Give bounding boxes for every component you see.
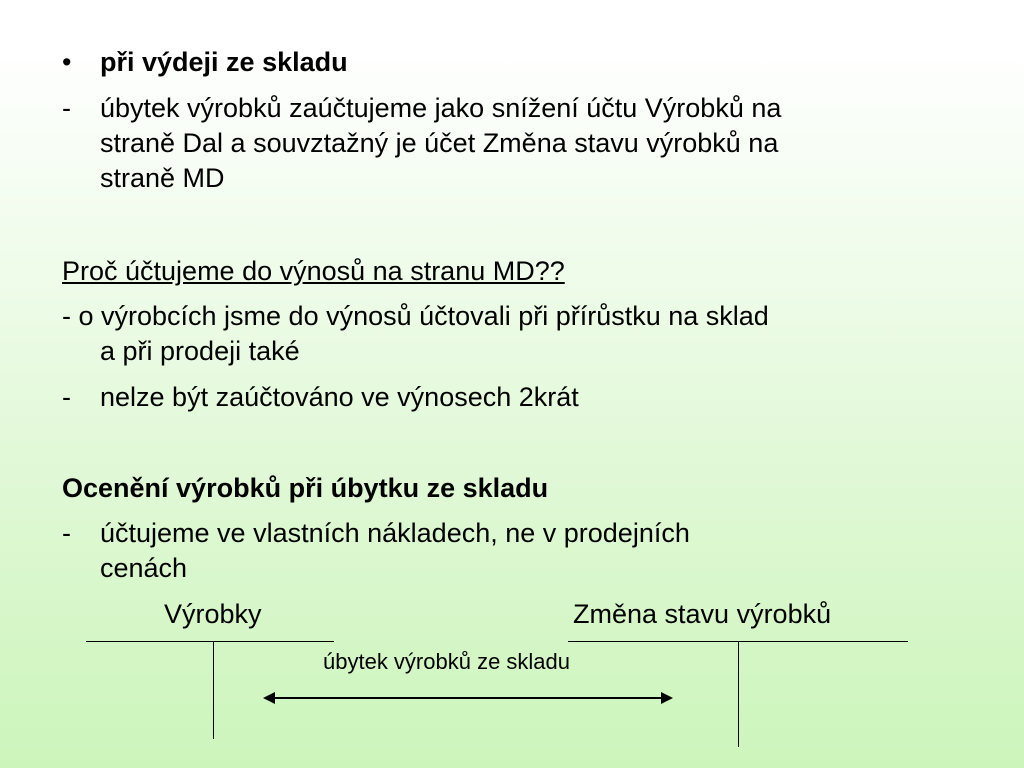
section-heading-vydej: při výdeji ze skladu: [100, 47, 348, 77]
item-line: - o výrobcích jsme do výnosů účtovali při přírůstku na sklad: [62, 301, 769, 331]
t-account-vertical-line-left: [213, 641, 214, 739]
section-heading-oceneni: Ocenění výrobků při úbytku ze skladu: [62, 473, 549, 503]
t-account-vertical-line-right: [738, 641, 739, 747]
arrow-label: úbytek výrobků ze skladu: [323, 649, 571, 674]
t-account-horizontal-line-left: [86, 641, 334, 642]
dash-marker: -: [62, 518, 71, 548]
item-line: straně Dal a souvztažný je účet Změna stavu výrobků na: [100, 128, 779, 158]
bullet-marker: •: [62, 47, 72, 77]
item-line: a při prodeji také: [100, 336, 300, 366]
item-line: straně MD: [100, 163, 225, 193]
dash-marker: -: [62, 382, 71, 412]
item-line: úbytek výrobků zaúčtujeme jako snížení účtu Výrobků na: [100, 93, 782, 123]
dash-marker: -: [62, 93, 71, 123]
t-account-title-vyrobky: Výrobky: [164, 599, 262, 629]
double-arrow-icon: [263, 688, 673, 708]
item-line: nelze být zaúčtováno ve výnosech 2krát: [100, 382, 579, 412]
item-line: účtujeme ve vlastních nákladech, ne v prodejních: [100, 518, 690, 548]
t-account-title-zmena-stavu: Změna stavu výrobků: [573, 599, 832, 629]
item-line: cenách: [100, 553, 188, 583]
question-heading: Proč účtujeme do výnosů na stranu MD??: [62, 256, 565, 286]
